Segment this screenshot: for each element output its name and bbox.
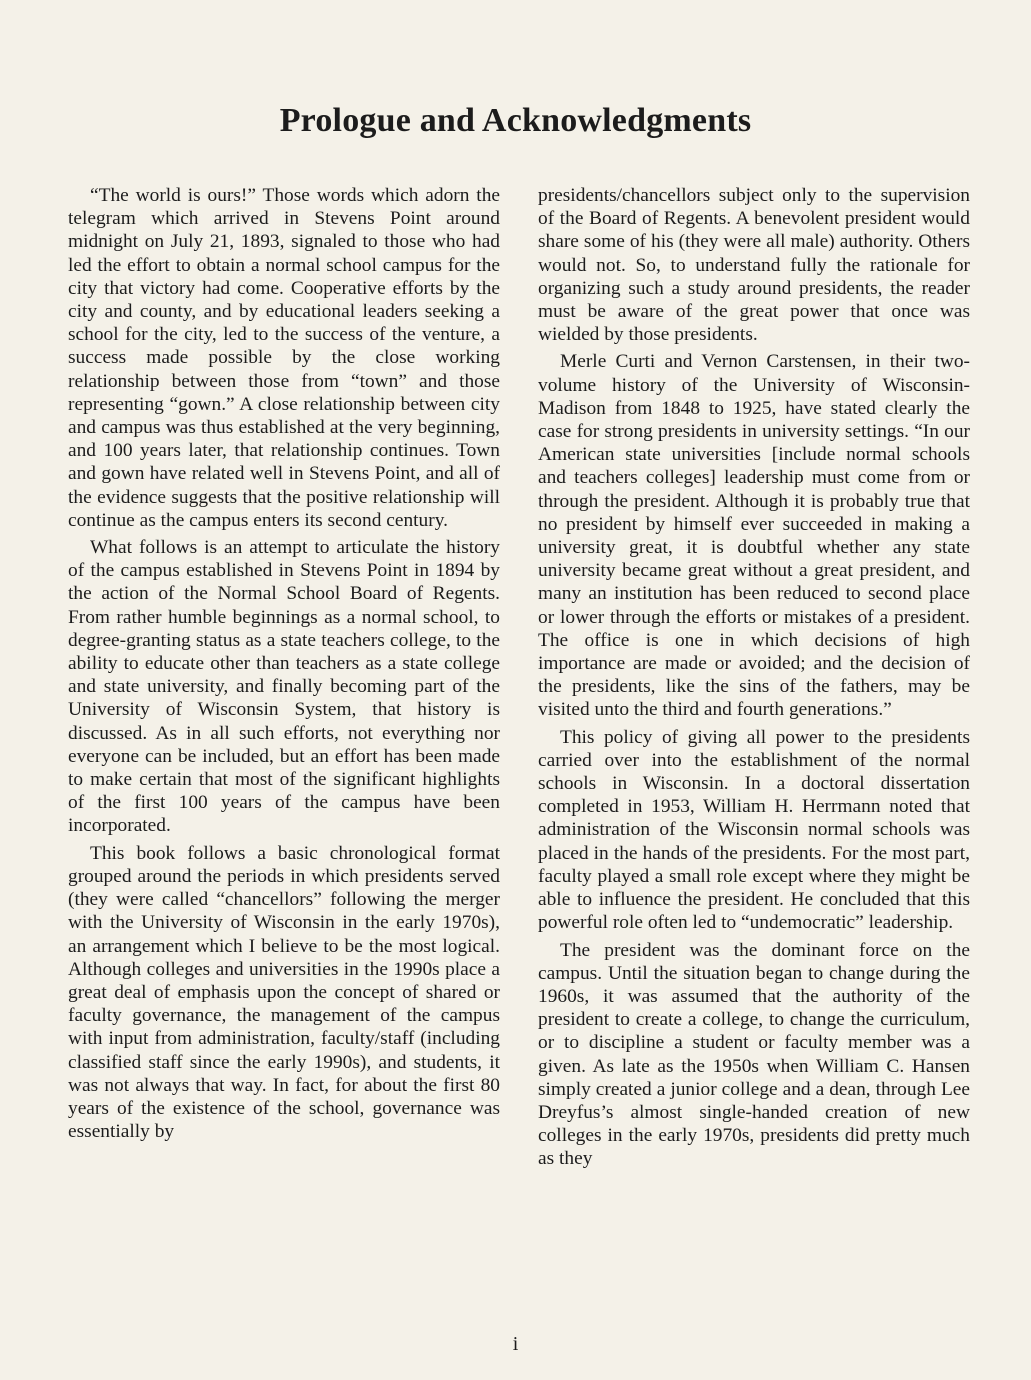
paragraph-telegram: “The world is ours!” Those words which adorn the telegram which arrived in Stevens Point around midnight on July 21, 1893, signaled to those who had led the effort to obtain a normal school campus for the city that victory had come. Cooperative efforts by the city and county, and by educational leaders seeking a school for the city, led to the success of the venture, a success made possible by the close working relationship between those from “town” and those representing “gown.” A close relationship between city and campus was thus established at the very beginning, and 100 years later, that relationship continues. Town and gown have related well in Stevens Point, and all of the evidence suggests that the positive relationship will continue as the campus enters its second century. [68, 185, 500, 531]
page-number: i [512, 1333, 519, 1355]
paragraph-presidents-continued: presidents/chancellors subject only to the supervision of the Board of Regents. A benevolent president would share some of his (they were all male) authority. Others would not. So, to understand fully the rationale for organizing such a study around presidents, the reader must be aware of the great power that once was wielded by those presidents. [538, 185, 970, 346]
paragraph-herrmann-dissertation: This policy of giving all power to the presidents carried over into the establishment of the normal schools in Wisconsin. In a doctoral dissertation completed in 1953, William H. Herrmann noted that administration of the Wisconsin normal schools was placed in the hands of the presidents. For the most part, faculty played a small role except where they might be able to influence the president. He concluded that this powerful role often led to “undemocratic” leadership. [538, 726, 970, 934]
page-title: Prologue and Acknowledgments [279, 102, 752, 139]
paragraph-dominant-president: The president was the dominant force on the campus. Until the situation began to change during the 1960s, it was assumed that the authority of the president to create a college, to change the curriculum, or to discipline a student or faculty member was a given. As late as the 1950s when William C. Hansen simply created a junior college and a dean, through Lee Dreyfus’s almost single-handed creation of new colleges in the early 1970s, presidents did pretty much as they [538, 939, 970, 1170]
paragraph-curti-carstensen-quote: Merle Curti and Vernon Carstensen, in their two-volume history of the University of Wisconsin-Madison from 1848 to 1925, have stated clearly the case for strong presidents in university settings. “In our American state universities [include normal schools and teachers colleges] leadership must come from or through the president. Although it is probably true that no president by himself ever succeeded in making a university great, it is doubtful whether any state university became great without a great president, and many an institution has been reduced to second place or lower through the efforts or mistakes of a president. The office is one in which decisions of high importance are made or avoided; and the decision of the presidents, like the sins of the fathers, may be visited unto the third and fourth generations.” [538, 351, 970, 721]
left-column [68, 184, 500, 1143]
paragraph-history-overview: What follows is an attempt to articulate the history of the campus established in Stevens Point in 1894 by the action of the Normal School Board of Regents. From rather humble beginnings as a normal school, to degree-granting status as a state teachers college, to the ability to educate other than teachers as a state college and state university, and finally becoming part of the University of Wisconsin System, that history is discussed. As in all such efforts, not everything nor everyone can be included, but an effort has been made to make certain that most of the significant highlights of the first 100 years of the campus have been incorporated. [68, 537, 500, 837]
paragraph-book-format: This book follows a basic chronological format grouped around the periods in which presidents served (they were called “chancellors” following the merger with the University of Wisconsin in the early 1970s), an arrangement which I believe to be the most logical. Although colleges and universities in the 1990s place a great deal of emphasis upon the concept of shared or faculty governance, the management of the campus with input from administration, faculty/staff (including classified staff since the early 1990s), and students, it was not always that way. In fact, for about the first 80 years of the existence of the school, governance was essentially by [68, 842, 500, 1143]
right-column [538, 184, 970, 1171]
